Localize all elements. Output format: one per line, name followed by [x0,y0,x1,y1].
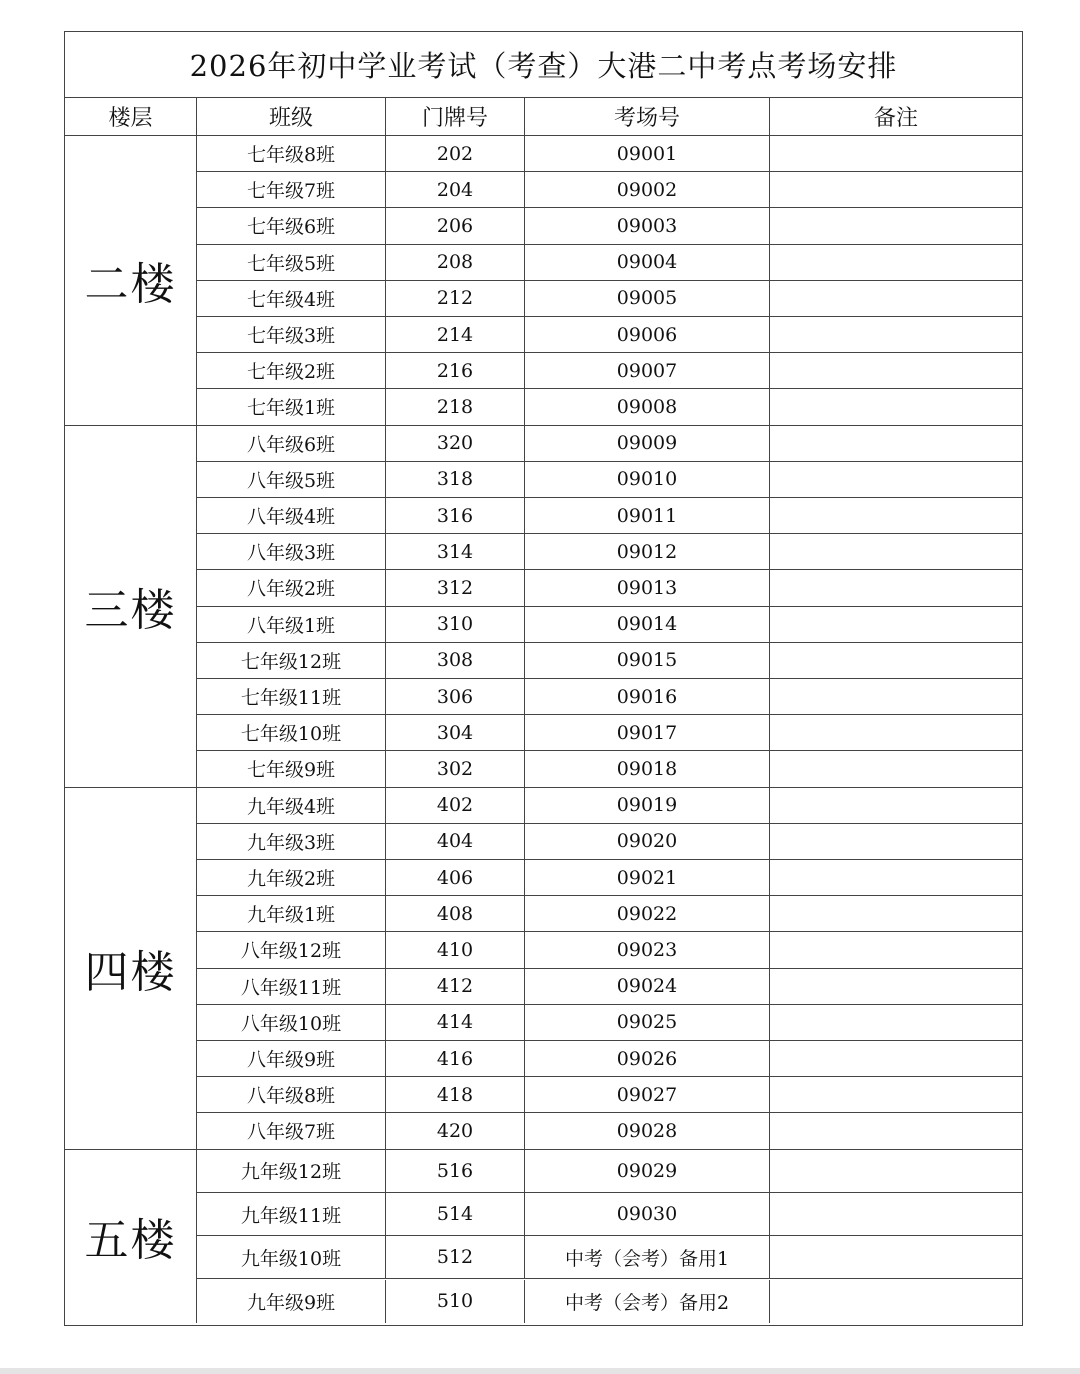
exam-room-cell: 09008 [525,389,770,424]
class-cell: 七年级8班 [197,136,386,171]
note-cell [770,426,1022,461]
door-number-cell: 204 [386,172,525,207]
note-cell [770,136,1022,171]
floor-label-4: 四楼 [65,788,197,1150]
note-cell [770,534,1022,569]
note-cell [770,715,1022,750]
table-row [65,281,1022,317]
class-cell: 九年级1班 [197,896,386,931]
table-row [65,389,1022,425]
door-number-cell: 304 [386,715,525,750]
exam-room-cell: 09016 [525,679,770,714]
floor-label-3: 三楼 [65,426,197,788]
exam-room-cell: 09019 [525,788,770,823]
note-cell [770,1077,1022,1112]
exam-room-cell: 09029 [525,1150,770,1192]
door-number-cell: 402 [386,788,525,823]
table-row [65,932,1022,968]
table-row [65,1005,1022,1041]
note-cell [770,245,1022,280]
class-cell: 七年级2班 [197,353,386,388]
exam-room-cell: 09012 [525,534,770,569]
exam-room-cell: 09013 [525,570,770,605]
exam-room-cell: 09006 [525,317,770,352]
door-number-cell: 318 [386,462,525,497]
class-cell: 七年级7班 [197,172,386,207]
class-cell: 七年级12班 [197,643,386,678]
class-cell: 七年级3班 [197,317,386,352]
door-number-cell: 420 [386,1113,525,1148]
exam-room-cell: 09011 [525,498,770,533]
table-row [65,498,1022,534]
door-number-cell: 302 [386,751,525,786]
class-cell: 九年级2班 [197,860,386,895]
table-row [65,969,1022,1005]
class-cell: 八年级6班 [197,426,386,461]
table-row [65,715,1022,751]
class-cell: 八年级3班 [197,534,386,569]
table-row [65,462,1022,498]
floor-label-2: 二楼 [65,136,197,426]
exam-room-cell: 09027 [525,1077,770,1112]
table-row [65,534,1022,570]
door-number-cell: 310 [386,607,525,642]
table-row [65,1236,1022,1279]
class-cell: 八年级4班 [197,498,386,533]
door-number-cell: 412 [386,969,525,1004]
door-number-cell: 512 [386,1236,525,1278]
door-number-cell: 516 [386,1150,525,1192]
exam-room-cell: 09002 [525,172,770,207]
exam-room-cell: 09026 [525,1041,770,1076]
class-cell: 九年级10班 [197,1236,386,1278]
note-cell [770,969,1022,1004]
class-cell: 七年级6班 [197,208,386,243]
exam-room-cell: 中考（会考）备用2 [525,1280,770,1323]
note-cell [770,570,1022,605]
floor-label-5: 五楼 [65,1150,197,1323]
exam-room-cell: 09020 [525,824,770,859]
table-row [65,172,1022,208]
door-number-cell: 320 [386,426,525,461]
header-note: 备注 [873,105,918,131]
note-cell [770,172,1022,207]
note-cell [770,281,1022,316]
note-cell [770,932,1022,967]
class-cell: 八年级9班 [197,1041,386,1076]
door-number-cell: 410 [386,932,525,967]
door-number-cell: 408 [386,896,525,931]
note-cell [770,462,1022,497]
note-cell [770,824,1022,859]
note-cell [770,1150,1022,1192]
door-number-cell: 218 [386,389,525,424]
note-cell [770,860,1022,895]
table-header-row [65,97,1022,136]
class-cell: 九年级11班 [197,1193,386,1235]
exam-room-cell: 09014 [525,607,770,642]
exam-room-cell: 09003 [525,208,770,243]
exam-room-cell: 09024 [525,969,770,1004]
note-cell [770,896,1022,931]
table-row [65,1041,1022,1077]
note-cell [770,788,1022,823]
table-row [65,317,1022,353]
door-number-cell: 416 [386,1041,525,1076]
class-cell: 九年级4班 [197,788,386,823]
exam-room-cell: 09001 [525,136,770,171]
table-row [65,751,1022,787]
note-cell [770,317,1022,352]
exam-room-cell: 09028 [525,1113,770,1148]
table-row [65,353,1022,389]
door-number-cell: 404 [386,824,525,859]
table-row [65,208,1022,244]
table-row [65,245,1022,281]
table-row [65,1077,1022,1113]
note-cell [770,751,1022,786]
table-row [65,1193,1022,1236]
exam-schedule-table [64,31,1023,1326]
class-cell: 八年级8班 [197,1077,386,1112]
door-number-cell: 216 [386,353,525,388]
note-cell [770,607,1022,642]
table-row [65,426,1022,462]
table-row [65,1150,1022,1193]
exam-room-cell: 09030 [525,1193,770,1235]
door-number-cell: 418 [386,1077,525,1112]
note-cell [770,1193,1022,1235]
exam-room-cell: 09005 [525,281,770,316]
table-row [65,607,1022,643]
door-number-cell: 406 [386,860,525,895]
header-class: 班级 [197,97,386,135]
exam-room-cell: 09018 [525,751,770,786]
door-number-cell: 514 [386,1193,525,1235]
class-cell: 七年级11班 [197,679,386,714]
note-cell [770,643,1022,678]
table-row [65,788,1022,824]
header-door-number: 门牌号 [386,97,525,135]
door-number-cell: 214 [386,317,525,352]
header-floor: 楼层 [65,97,197,135]
class-cell: 八年级10班 [197,1005,386,1040]
table-row [65,570,1022,606]
note-cell [770,679,1022,714]
class-cell: 七年级1班 [197,389,386,424]
exam-room-cell: 中考（会考）备用1 [525,1236,770,1278]
door-number-cell: 316 [386,498,525,533]
exam-room-cell: 09010 [525,462,770,497]
exam-room-cell: 09004 [525,245,770,280]
note-cell [770,353,1022,388]
class-cell: 八年级11班 [197,969,386,1004]
table-row [65,136,1022,172]
class-cell: 八年级7班 [197,1113,386,1148]
class-cell: 八年级1班 [197,607,386,642]
page-bottom-edge [0,1368,1080,1374]
class-cell: 八年级12班 [197,932,386,967]
table-row [65,643,1022,679]
door-number-cell: 208 [386,245,525,280]
note-cell [770,498,1022,533]
class-cell: 九年级3班 [197,824,386,859]
door-number-cell: 314 [386,534,525,569]
class-cell: 七年级9班 [197,751,386,786]
door-number-cell: 312 [386,570,525,605]
exam-room-cell: 09022 [525,896,770,931]
exam-room-cell: 09021 [525,860,770,895]
class-cell: 八年级2班 [197,570,386,605]
note-cell [770,1005,1022,1040]
table-row [65,824,1022,860]
door-number-cell: 206 [386,208,525,243]
door-number-cell: 510 [386,1280,525,1323]
door-number-cell: 212 [386,281,525,316]
note-cell [770,1236,1022,1278]
exam-room-cell: 09017 [525,715,770,750]
note-cell [770,1280,1022,1323]
table-row [65,1280,1022,1323]
door-number-cell: 308 [386,643,525,678]
note-cell [770,389,1022,424]
table-row [65,896,1022,932]
exam-room-cell: 09007 [525,353,770,388]
class-cell: 九年级12班 [197,1150,386,1192]
class-cell: 七年级5班 [197,245,386,280]
note-cell [770,1041,1022,1076]
note-cell [770,208,1022,243]
exam-room-cell: 09015 [525,643,770,678]
header-exam-room: 考场号 [525,97,770,135]
exam-room-cell: 09023 [525,932,770,967]
class-cell: 八年级5班 [197,462,386,497]
class-cell: 七年级10班 [197,715,386,750]
table-row [65,860,1022,896]
note-cell [770,1113,1022,1148]
table-row [65,1113,1022,1149]
door-number-cell: 306 [386,679,525,714]
door-number-cell: 414 [386,1005,525,1040]
class-cell: 九年级9班 [197,1280,386,1323]
exam-room-cell: 09009 [525,426,770,461]
table-title: 2026年初中学业考试（考查）大港二中考点考场安排 [65,32,1022,98]
door-number-cell: 202 [386,136,525,171]
class-cell: 七年级4班 [197,281,386,316]
exam-room-cell: 09025 [525,1005,770,1040]
table-row [65,679,1022,715]
